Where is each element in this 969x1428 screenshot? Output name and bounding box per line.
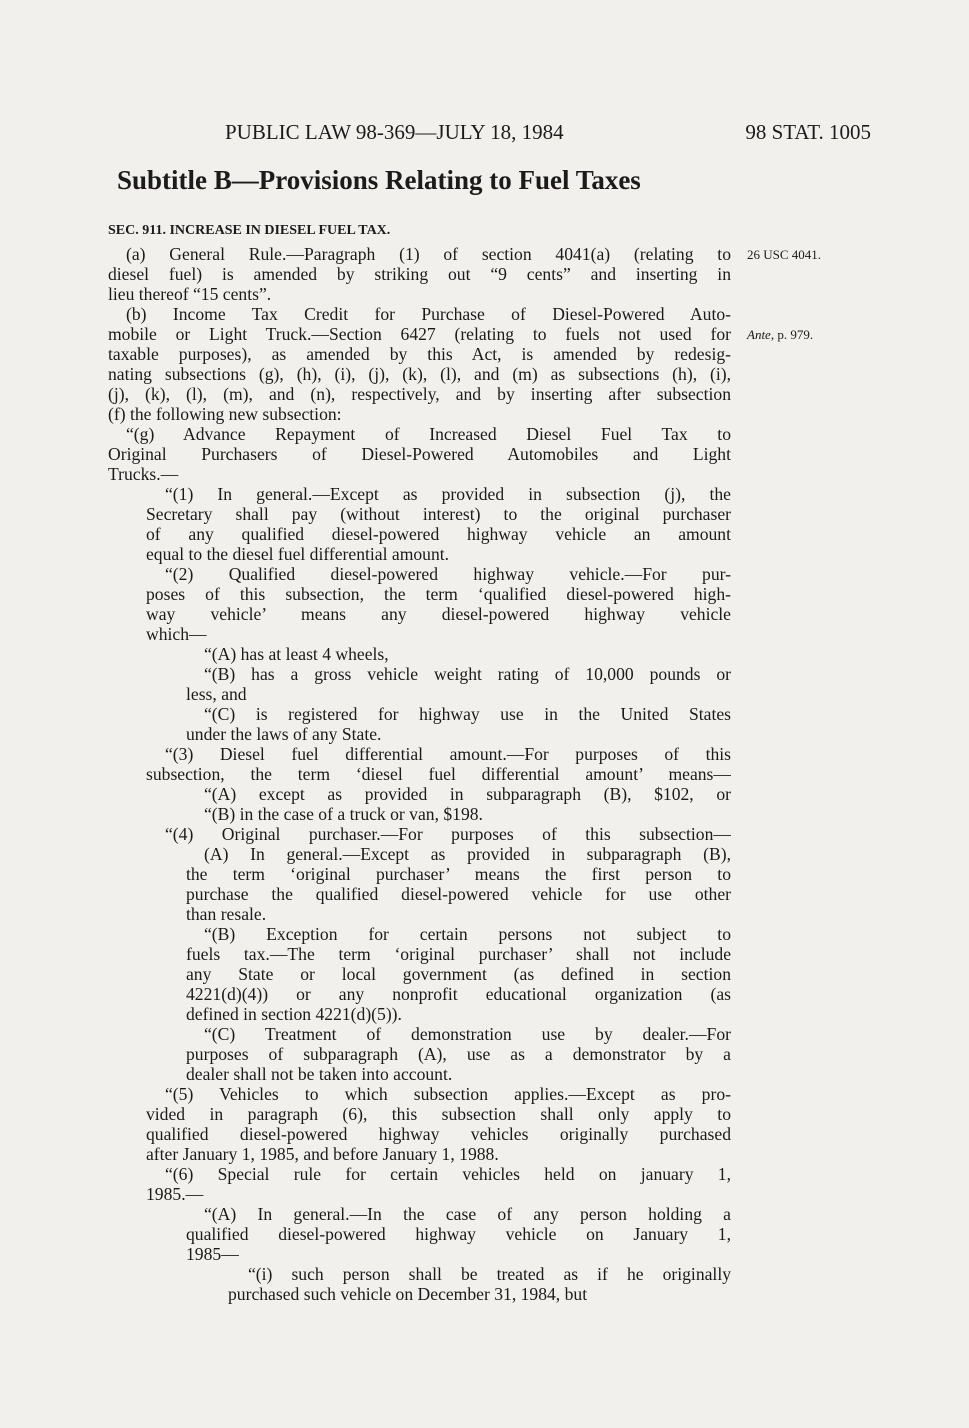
statute-text (108, 218, 731, 1304)
section-heading: SEC. 911. INCREASE IN DIESEL FUEL TAX. (108, 223, 391, 238)
text-line: (a) General Rule.—Paragraph (1) of section 4041(a) (relating to (126, 244, 731, 264)
text-line: (f) the following new subsection: (108, 404, 342, 424)
text-line: taxable purposes), as amended by this Act, is amended by redesig- (108, 344, 731, 364)
text-line: “(A) has at least 4 wheels, (204, 644, 389, 664)
text-line: qualified diesel-powered highway vehicle on January 1, (186, 1224, 731, 1244)
text-line: (b) Income Tax Credit for Purchase of Diesel-Powered Auto- (126, 304, 731, 324)
text-line: “(2) Qualified diesel-powered highway vehicle.—For pur- (165, 564, 731, 584)
text-line: (A) In general.—Except as provided in subparagraph (B), (204, 844, 731, 864)
margin-citation-ante-page: p. 979. (774, 327, 814, 342)
text-line: “(5) Vehicles to which subsection applies.—Except as pro- (165, 1084, 731, 1104)
text-line: “(A) In general.—In the case of any person holding a (204, 1204, 731, 1224)
text-line: purposes of subparagraph (A), use as a demonstrator by a (186, 1044, 731, 1064)
text-line: dealer shall not be taken into account. (186, 1064, 453, 1084)
text-line: equal to the diesel fuel differential amount. (146, 544, 450, 564)
text-line: “(B) has a gross vehicle weight rating of 10,000 pounds or (204, 664, 731, 684)
text-line: fuels tax.—The term ‘original purchaser’ shall not include (186, 944, 731, 964)
text-line: after January 1, 1985, and before January 1, 1988. (146, 1144, 499, 1164)
text-line: “(i) such person shall be treated as if he originally (248, 1264, 731, 1284)
text-line: “(3) Diesel fuel differential amount.—For purposes of this (165, 744, 731, 764)
text-line: “(B) Exception for certain persons not subject to (204, 924, 731, 944)
text-line: lieu thereof “15 cents”. (108, 284, 272, 304)
text-line: 1985.— (146, 1184, 204, 1204)
margin-citation: 26 USC 4041. (747, 247, 822, 262)
text-line: defined in section 4221(d)(5)). (186, 1004, 402, 1024)
text-line: which— (146, 624, 207, 644)
margin-citation-ante (747, 327, 813, 343)
text-line: 4221(d)(4)) or any nonprofit educational organization (as (186, 984, 731, 1004)
running-header: PUBLIC LAW 98-369—JULY 18, 1984 (225, 120, 564, 144)
text-line: under the laws of any State. (186, 724, 382, 744)
subtitle-heading: Subtitle B—Provisions Relating to Fuel Taxes (117, 165, 641, 195)
page-number: 98 STAT. 1005 (745, 120, 871, 144)
text-line: “(B) in the case of a truck or van, $198. (204, 804, 483, 824)
text-line: diesel fuel) is amended by striking out “9 cents” and inserting in (108, 264, 731, 284)
text-line: vided in paragraph (6), this subsection shall only apply to (146, 1104, 731, 1124)
text-line: purchase the qualified diesel-powered vehicle for use other (186, 884, 731, 904)
text-line: “(A) except as provided in subparagraph (B), $102, or (204, 784, 731, 804)
text-line: Trucks.— (108, 464, 179, 484)
text-line: “(4) Original purchaser.—For purposes of this subsection— (165, 824, 731, 844)
text-line: the term ‘original purchaser’ means the first person to (186, 864, 731, 884)
text-line: “(g) Advance Repayment of Increased Diesel Fuel Tax to (126, 424, 731, 444)
text-line: “(1) In general.—Except as provided in subsection (j), the (165, 484, 731, 504)
text-line: “(C) is registered for highway use in the United States (204, 704, 731, 724)
text-line: mobile or Light Truck.—Section 6427 (relating to fuels not used for (108, 324, 731, 344)
text-line: of any qualified diesel-powered highway vehicle an amount (146, 524, 731, 544)
text-line: (j), (k), (l), (m), and (n), respectively, and by inserting after subsection (108, 384, 731, 404)
text-line: way vehicle’ means any diesel-powered highway vehicle (146, 604, 731, 624)
text-line: poses of this subsection, the term ‘qualified diesel-powered high- (146, 584, 731, 604)
text-line: less, and (186, 684, 247, 704)
text-line: purchased such vehicle on December 31, 1984, but (228, 1284, 588, 1304)
text-line: “(C) Treatment of demonstration use by dealer.—For (204, 1024, 731, 1044)
text-line: “(6) Special rule for certain vehicles held on january 1, (165, 1164, 731, 1184)
text-line: qualified diesel-powered highway vehicles originally purchased (146, 1124, 731, 1144)
text-line: Original Purchasers of Diesel-Powered Automobiles and Light (108, 444, 731, 464)
text-line: Secretary shall pay (without interest) to the original purchaser (146, 504, 731, 524)
margin-citation-ante-label: Ante, (747, 327, 775, 342)
text-line: than resale. (186, 904, 267, 924)
text-line: any State or local government (as defined in section (186, 964, 731, 984)
text-line: nating subsections (g), (h), (i), (j), (k), (l), and (m) as subsections (h), (i), (108, 364, 731, 384)
text-line: subsection, the term ‘diesel fuel differential amount’ means— (146, 764, 731, 784)
text-line: 1985— (186, 1244, 239, 1264)
